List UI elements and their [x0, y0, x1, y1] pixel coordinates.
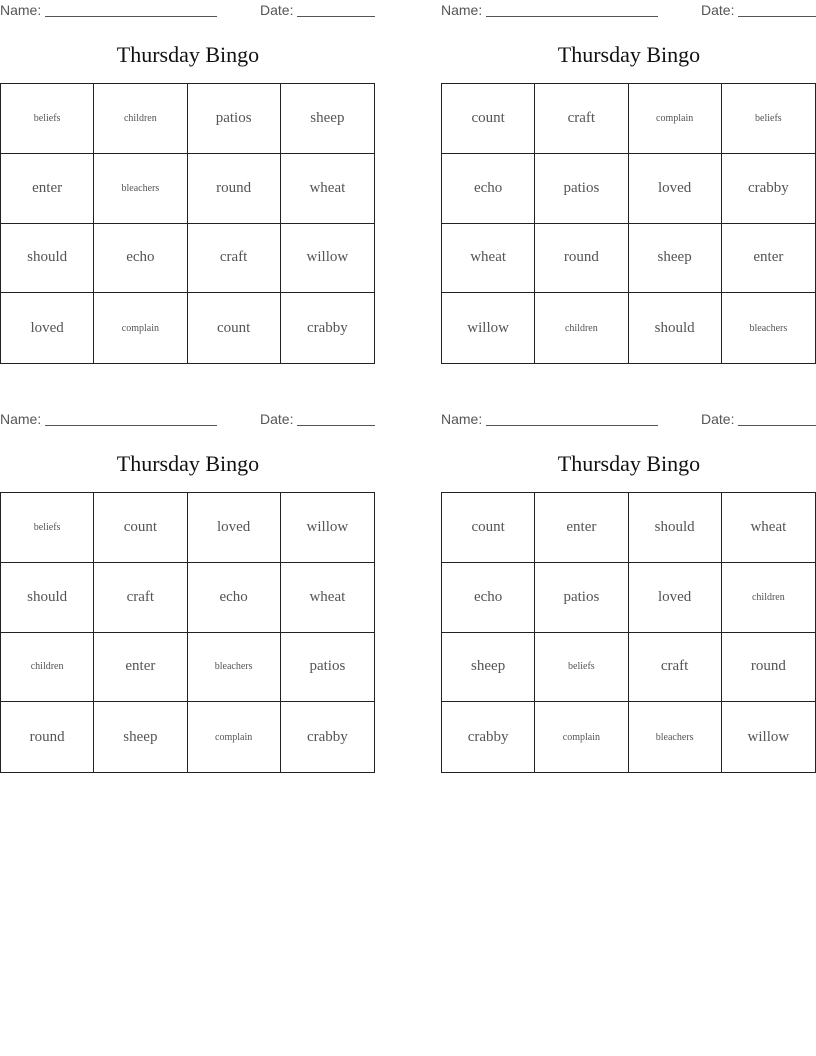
- date-label: Date:: [260, 2, 294, 18]
- bingo-cell: round: [188, 154, 281, 224]
- date-label: Date:: [701, 2, 735, 18]
- date-blank[interactable]: [738, 425, 816, 426]
- name-date-line: [441, 409, 816, 431]
- bingo-grid: [441, 492, 816, 773]
- bingo-cell: count: [188, 293, 281, 363]
- name-date-line: [0, 0, 376, 22]
- bingo-cell: echo: [442, 563, 535, 633]
- bingo-cell: children: [1, 633, 94, 703]
- bingo-card: [441, 409, 816, 745]
- bingo-cell: children: [94, 84, 187, 154]
- bingo-cell: patios: [188, 84, 281, 154]
- bingo-cell: patios: [535, 154, 628, 224]
- date-label: Date:: [701, 411, 735, 427]
- bingo-cell: beliefs: [1, 493, 94, 563]
- name-date-line: [0, 409, 376, 431]
- bingo-grid: [0, 492, 375, 773]
- bingo-grid: [0, 83, 375, 364]
- bingo-cell: craft: [188, 224, 281, 294]
- card-title: Thursday Bingo: [116, 451, 260, 476]
- bingo-cell: round: [722, 633, 815, 703]
- name-label: Name:: [0, 2, 42, 18]
- bingo-cell: willow: [281, 493, 374, 563]
- bingo-cell: enter: [94, 633, 187, 703]
- bingo-cell: wheat: [281, 154, 374, 224]
- bingo-cell: complain: [629, 84, 722, 154]
- bingo-cell: willow: [281, 224, 374, 294]
- name-blank[interactable]: [486, 16, 658, 17]
- bingo-cell: complain: [188, 702, 281, 772]
- bingo-cell: beliefs: [1, 84, 94, 154]
- name-label: Name:: [441, 411, 483, 427]
- bingo-cell: willow: [747, 728, 790, 745]
- bingo-cell: crabby: [306, 728, 348, 745]
- bingo-cell: count: [442, 84, 535, 154]
- name-date-line: [441, 0, 816, 22]
- bingo-card: [0, 0, 376, 336]
- name-blank[interactable]: [45, 16, 217, 17]
- bingo-cell: loved: [188, 493, 281, 563]
- bingo-cell: echo: [94, 224, 187, 294]
- bingo-cell: complain: [94, 293, 187, 363]
- bingo-cell: sheep: [281, 84, 374, 154]
- bingo-cell: sheep: [442, 633, 535, 703]
- bingo-cell: enter: [1, 154, 94, 224]
- bingo-cell: children: [722, 563, 815, 633]
- bingo-cell: crabby: [722, 154, 815, 224]
- date-blank[interactable]: [297, 425, 375, 426]
- bingo-cell: wheat: [281, 563, 374, 633]
- bingo-cell: beliefs: [535, 633, 628, 703]
- name-label: Name:: [0, 411, 42, 427]
- date-label: Date:: [260, 411, 294, 427]
- bingo-card: [0, 409, 376, 745]
- bingo-cell: count: [442, 493, 535, 563]
- bingo-cell: beliefs: [722, 84, 815, 154]
- card-title: Thursday Bingo: [557, 451, 701, 476]
- bingo-cell: enter: [722, 224, 815, 294]
- bingo-cell: bleachers: [749, 322, 788, 334]
- bingo-cell: crabby: [306, 319, 348, 336]
- bingo-card: [441, 0, 816, 336]
- bingo-cell: bleachers: [188, 633, 281, 703]
- name-blank[interactable]: [45, 425, 217, 426]
- bingo-cell: craft: [629, 633, 722, 703]
- bingo-cell: patios: [535, 563, 628, 633]
- bingo-cell: craft: [535, 84, 628, 154]
- bingo-cell: loved: [1, 293, 94, 363]
- bingo-cell: bleachers: [629, 702, 722, 772]
- bingo-cell: should: [1, 563, 94, 633]
- bingo-cell: children: [535, 293, 628, 363]
- bingo-cell: should: [629, 493, 722, 563]
- bingo-cell: loved: [629, 563, 722, 633]
- bingo-cell: echo: [442, 154, 535, 224]
- bingo-cell: wheat: [722, 493, 815, 563]
- name-label: Name:: [441, 2, 483, 18]
- name-blank[interactable]: [486, 425, 658, 426]
- bingo-cell: wheat: [442, 224, 535, 294]
- bingo-cell: bleachers: [94, 154, 187, 224]
- bingo-cell: sheep: [629, 224, 722, 294]
- bingo-cell: count: [94, 493, 187, 563]
- bingo-cell: round: [1, 702, 94, 772]
- bingo-cell: sheep: [94, 702, 187, 772]
- bingo-cell: echo: [188, 563, 281, 633]
- bingo-cell: complain: [535, 702, 628, 772]
- bingo-cell: loved: [629, 154, 722, 224]
- card-title: Thursday Bingo: [116, 42, 260, 67]
- date-blank[interactable]: [297, 16, 375, 17]
- bingo-cell: enter: [535, 493, 628, 563]
- bingo-cell: crabby: [442, 702, 535, 772]
- bingo-cell: patios: [281, 633, 374, 703]
- bingo-grid: [441, 83, 816, 364]
- card-title: Thursday Bingo: [557, 42, 701, 67]
- bingo-cell: round: [535, 224, 628, 294]
- bingo-cell: craft: [94, 563, 187, 633]
- bingo-cell: willow: [442, 293, 535, 363]
- bingo-cell: should: [629, 293, 722, 363]
- bingo-cell: should: [1, 224, 94, 294]
- date-blank[interactable]: [738, 16, 816, 17]
